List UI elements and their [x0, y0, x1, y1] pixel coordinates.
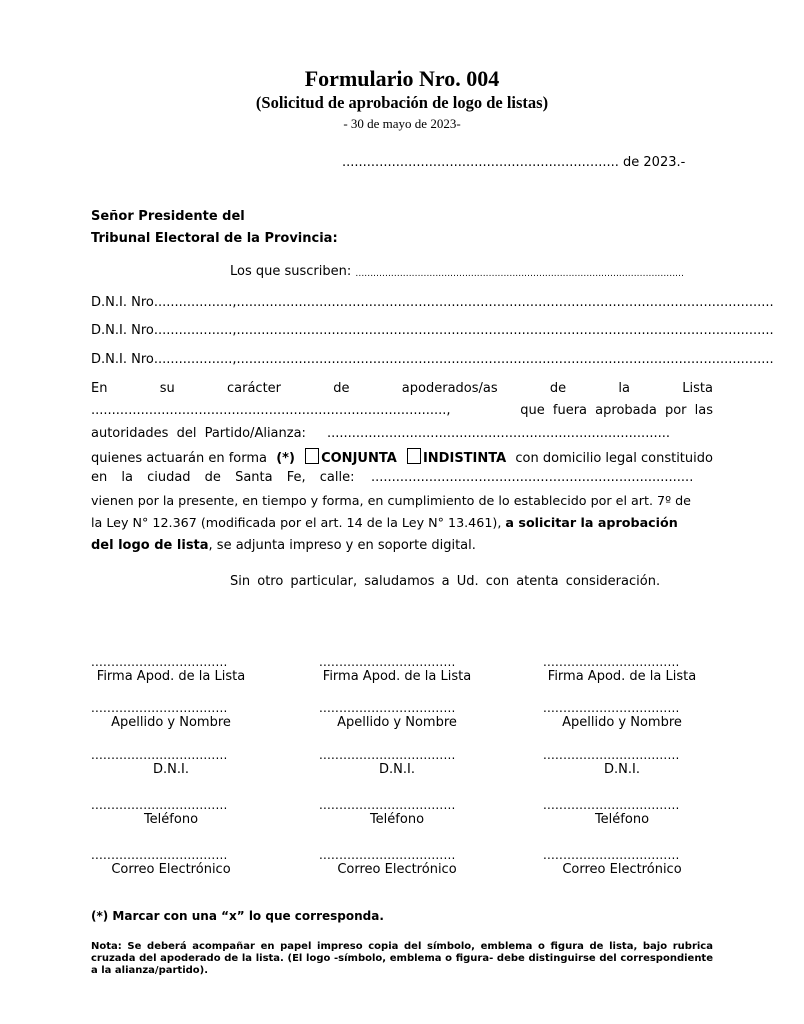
suscriben-dots: ............................................................................................................... — [355, 269, 685, 279]
form-subtitle: (Solicitud de aprobación de logo de listas) — [255, 93, 549, 112]
ley-line — [91, 515, 713, 530]
sig-label-dni: D.N.I. — [379, 762, 415, 777]
autoridades-dots: ................................................................................... — [327, 426, 670, 441]
ciudad-line — [91, 470, 713, 485]
sig-label-firma: Firma Apod. de la Lista — [547, 669, 697, 684]
signature-column-1 — [76, 848, 266, 877]
lista-line — [91, 403, 713, 418]
sig-dots: .................................. — [319, 701, 456, 715]
sig-dots: .................................. — [319, 748, 456, 762]
sig-dots: .................................. — [319, 655, 456, 669]
dni-line-1 — [91, 295, 774, 310]
vienen-line: vienen por la presente, en tiempo y forma, en cumplimiento de lo establecido por el art. 7º de — [91, 493, 691, 508]
sig-label-dni: D.N.I. — [153, 762, 189, 777]
sig-dots: .................................. — [543, 701, 680, 715]
signature-column-3 — [527, 655, 717, 684]
sig-dots: .................................. — [319, 798, 456, 812]
nota-text: Nota: Se deberá acompañar en papel impreso copia del símbolo, emblema o figura de lista, bajo rubrica cruzada del apoderado de la lista. (El logo -símbolo, emblema o figura- debe distinguirse del correspondiente a la alianza/partido). — [91, 941, 713, 976]
sig-label-nombre: Apellido y Nombre — [337, 715, 457, 730]
signature-column-1 — [76, 701, 266, 730]
word: la — [618, 381, 630, 396]
signature-column-3 — [527, 701, 717, 730]
actuaran-label: quienes actuarán en forma — [91, 451, 267, 466]
logo-line — [91, 538, 476, 553]
logo-bold: del logo de lista — [91, 538, 209, 553]
word: de — [549, 381, 567, 396]
sig-label-nombre: Apellido y Nombre — [562, 715, 682, 730]
closing-line: Sin otro particular, saludamos a Ud. con atenta consideración. — [230, 574, 661, 589]
date-suffix: de 2023.- — [623, 155, 686, 170]
word: de — [333, 381, 350, 396]
dni-label: D.N.I. Nro — [91, 352, 154, 367]
dni-line-3 — [91, 352, 774, 367]
autoridades-label: autoridades del Partido/Alianza: — [91, 426, 306, 441]
sig-dots: .................................. — [543, 848, 680, 862]
sig-label-telefono: Teléfono — [369, 812, 425, 827]
sig-dots: .................................. — [91, 848, 228, 862]
domicilio-text: con domicilio legal constituido — [515, 451, 713, 466]
signature-column-1 — [76, 748, 266, 777]
dni-label: D.N.I. Nro — [91, 295, 154, 310]
lista-dots: ......................................................................................, — [91, 403, 451, 418]
sig-dots: .................................. — [91, 701, 228, 715]
conjunta-checkbox[interactable] — [305, 448, 319, 464]
signature-column-2 — [302, 701, 492, 730]
dni-dots: ...................,.................................................................................................................................. — [153, 295, 774, 310]
caracter-line — [91, 381, 713, 396]
indistinta-checkbox[interactable] — [407, 448, 421, 464]
signature-column-1 — [76, 655, 266, 684]
option-conjunta: CONJUNTA — [321, 451, 397, 466]
lista-rest: que fuera aprobada por las — [520, 403, 713, 418]
dni-label: D.N.I. Nro — [91, 323, 154, 338]
word: apoderados/as — [401, 381, 498, 396]
sig-label-telefono: Teléfono — [594, 812, 650, 827]
dni-dots: ...................,.................................................................................................................................. — [153, 323, 774, 338]
form-date: - 30 de mayo de 2023- — [343, 116, 461, 131]
form-title: Formulario Nro. 004 — [304, 66, 500, 91]
autoridades-line — [91, 426, 713, 441]
signature-column-3 — [527, 748, 717, 777]
sig-label-dni: D.N.I. — [604, 762, 640, 777]
signature-column-1 — [76, 798, 266, 827]
logo-rest: , se adjunta impreso y en soporte digital. — [208, 538, 476, 553]
signature-column-3 — [527, 848, 717, 877]
sig-dots: .................................. — [543, 655, 680, 669]
word: En — [91, 381, 108, 396]
sig-label-correo: Correo Electrónico — [111, 862, 231, 877]
signature-column-2 — [302, 798, 492, 827]
option-indistinta: INDISTINTA — [422, 451, 507, 466]
date-dots: ................................................................... — [342, 155, 619, 170]
signature-column-2 — [302, 748, 492, 777]
suscriben-line — [230, 264, 709, 279]
ciudad-dots: .............................................................................. — [371, 470, 694, 485]
ley-bold: a solicitar la aprobación — [505, 515, 678, 530]
dni-line-2 — [91, 323, 774, 338]
dni-dots: ...................,.................................................................................................................................. — [153, 352, 774, 367]
signature-column-3 — [527, 798, 717, 827]
word: su — [159, 381, 175, 396]
signature-column-2 — [302, 848, 492, 877]
sig-dots: .................................. — [543, 798, 680, 812]
sig-label-nombre: Apellido y Nombre — [111, 715, 231, 730]
asterisk: (*) — [276, 451, 295, 466]
actuaran-line — [91, 448, 713, 466]
addressee-line-1: Señor Presidente del — [91, 209, 245, 224]
signature-column-2 — [302, 655, 492, 684]
addressee-line-2: Tribunal Electoral de la Provincia: — [91, 231, 338, 246]
sig-dots: .................................. — [91, 655, 228, 669]
date-line — [342, 155, 685, 170]
sig-label-correo: Correo Electrónico — [337, 862, 457, 877]
sig-dots: .................................. — [91, 798, 228, 812]
ley-text: la Ley N° 12.367 (modificada por el art. 14 de la Ley N° 13.461), — [91, 515, 502, 530]
sig-label-firma: Firma Apod. de la Lista — [96, 669, 246, 684]
sig-label-correo: Correo Electrónico — [562, 862, 682, 877]
sig-dots: .................................. — [543, 748, 680, 762]
sig-label-firma: Firma Apod. de la Lista — [322, 669, 472, 684]
sig-label-telefono: Teléfono — [143, 812, 199, 827]
sig-dots: .................................. — [319, 848, 456, 862]
ciudad-label: en la ciudad de Santa Fe, calle: — [91, 470, 355, 485]
suscriben-label: Los que suscriben: — [230, 264, 352, 279]
word: Lista — [682, 381, 713, 396]
word: carácter — [227, 381, 282, 396]
sig-dots: .................................. — [91, 748, 228, 762]
footnote: (*) Marcar con una “x” lo que corresponda. — [91, 909, 384, 923]
